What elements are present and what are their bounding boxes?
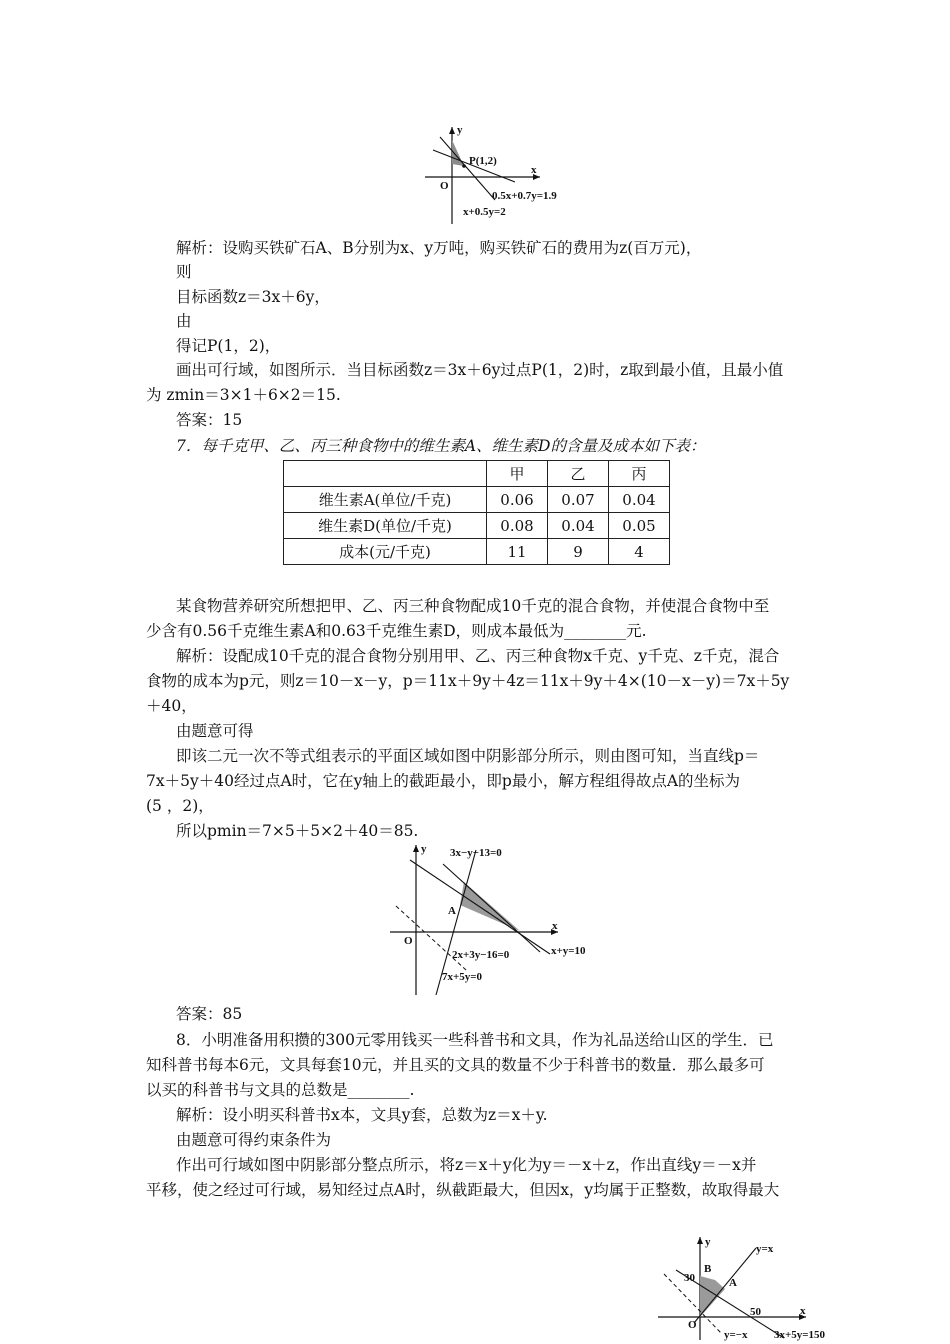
fig3-line-yx-label: y=x <box>756 1243 774 1255</box>
fig3-tick-50: 50 <box>750 1306 761 1318</box>
p6-line-1: 解析：设购买铁矿石A、B分别为x、y万吨，购买铁矿石的费用为z(百万元)， <box>176 239 702 257</box>
table-cell: 维生素D(单位/千克) <box>284 513 487 539</box>
p6-line-2: 则 <box>176 263 192 281</box>
table-header-cell: 乙 <box>548 461 609 487</box>
fig1-origin-label: O <box>440 180 449 192</box>
fig3-point-a-label: A <box>729 1277 737 1289</box>
fig2-x-label: x <box>552 920 558 932</box>
table-row <box>284 487 670 513</box>
table-cell: 0.04 <box>548 513 609 539</box>
table-row <box>284 539 670 565</box>
q7-line-8: 7x＋5y＋40经过点A时，它在y轴上的截距最小，即p最小，解方程组得故点A的坐标为 <box>146 772 741 790</box>
fig2-y-label: y <box>421 843 427 855</box>
q7-title: 7．每千克甲、乙、丙三种食物中的维生素A、维生素D的含量及成本如下表： <box>176 437 706 455</box>
table-header-cell: 甲 <box>487 461 548 487</box>
fig3-line-label: 3x+5y=150 <box>774 1329 826 1341</box>
fig2-point-a-label: A <box>448 905 456 917</box>
fig3-origin-label: O <box>688 1319 697 1331</box>
q7-line-4: 食物的成本为p元，则z＝10－x－y，p＝11x＋9y＋4z＝11x＋9y＋4×(10－x－y)＝7x＋5y <box>146 672 790 690</box>
q8-line-5: 由题意可得约束条件为 <box>176 1131 332 1149</box>
q7-line-9: (5 ，2)， <box>146 797 214 815</box>
fig2-line4-label: 7x+5y=0 <box>442 971 483 983</box>
q8-line-3: 以买的科普书与文具的总数是________. <box>146 1081 415 1099</box>
p6-line-4: 由 <box>176 312 192 330</box>
q8-line-2: 知科普书每本6元，文具每套10元，并且买的文具的数量不少于科普书的数量．那么最多可 <box>146 1056 765 1074</box>
table-cell: 0.05 <box>609 513 670 539</box>
p6-line-3: 目标函数z＝3x＋6y， <box>176 288 330 306</box>
q7-line-7: 即该二元一次不等式组表示的平面区域如图中阴影部分所示，则由图可知，当直线p＝ <box>176 747 760 765</box>
table-cell: 0.06 <box>487 487 548 513</box>
nutrition-table <box>283 460 670 565</box>
fig2-line3-label: x+y=10 <box>551 945 586 957</box>
table-row <box>284 461 670 487</box>
q7-line-3: 解析：设配成10千克的混合食物分别用甲、乙、丙三种食物x千克、y千克、z千克，混合 <box>176 647 780 665</box>
table-cell: 0.04 <box>609 487 670 513</box>
q8-line-4: 解析：设小明买科普书x本，文具y套，总数为z＝x＋y. <box>176 1106 548 1124</box>
q8-line-6: 作出可行域如图中阴影部分整点所示，将z＝x＋y化为y＝－x＋z，作出直线y＝－x并 <box>176 1156 757 1174</box>
fig3-point-b-label: B <box>704 1263 712 1275</box>
p6-line-7: 为 zmin＝3×1＋6×2＝15. <box>146 386 341 404</box>
q7-line-1: 某食物营养研究所想把甲、乙、丙三种食物配成10千克的混合食物，并使混合食物中至 <box>176 597 770 615</box>
table-cell: 9 <box>548 539 609 565</box>
fig2-line2-label: 2x+3y−16=0 <box>452 949 510 961</box>
fig1-y-label: y <box>457 124 463 136</box>
q7-line-2: 少含有0.56千克维生素A和0.63千克维生素D，则成本最低为________元. <box>146 622 647 640</box>
figure-feasible-region-a <box>388 842 618 997</box>
table-header-cell <box>284 461 487 487</box>
table-row <box>284 513 670 539</box>
table-cell: 11 <box>487 539 548 565</box>
fig3-line-ynx-label: y=−x <box>724 1329 748 1341</box>
table-cell: 0.08 <box>487 513 548 539</box>
figure-feasible-region-p <box>415 122 580 227</box>
q7-answer: 答案：85 <box>176 1005 243 1023</box>
fig3-tick-30: 30 <box>684 1272 695 1284</box>
fig2-origin-label: O <box>404 935 413 947</box>
table-cell: 维生素A(单位/千克) <box>284 487 487 513</box>
q8-line-7: 平移，使之经过可行域，易知经过点A时，纵截距最大，但因x，y均属于正整数，故取得最大 <box>146 1181 780 1199</box>
table-header-cell: 丙 <box>609 461 670 487</box>
q7-line-5: ＋40， <box>146 697 197 715</box>
fig1-line1-label: 0.5x+0.7y=1.9 <box>492 190 557 202</box>
q8-line-1: 8．小明准备用积攒的300元零用钱买一些科普书和文具，作为礼品送给山区的学生．已 <box>176 1031 774 1049</box>
fig1-x-label: x <box>531 164 537 176</box>
fig3-x-label: x <box>800 1305 806 1317</box>
fig1-line2-label: x+0.5y=2 <box>463 206 506 218</box>
p6-line-5: 得记P(1，2)， <box>176 337 281 355</box>
figure-feasible-region-b <box>656 1234 846 1342</box>
q7-line-10: 所以pmin＝7×5＋5×2＋40＝85. <box>176 822 419 840</box>
table-cell: 成本(元/千克) <box>284 539 487 565</box>
q7-line-6: 由题意可得 <box>176 722 254 740</box>
p6-answer: 答案：15 <box>176 411 243 429</box>
fig1-point-p-label: P(1,2) <box>469 155 497 167</box>
table-cell: 0.07 <box>548 487 609 513</box>
table-cell: 4 <box>609 539 670 565</box>
fig3-y-label: y <box>705 1236 711 1248</box>
p6-line-6: 画出可行域，如图所示．当目标函数z＝3x＋6y过点P(1，2)时，z取到最小值，且最小值 <box>176 361 784 379</box>
fig2-line1-label: 3x−y−13=0 <box>450 847 502 859</box>
